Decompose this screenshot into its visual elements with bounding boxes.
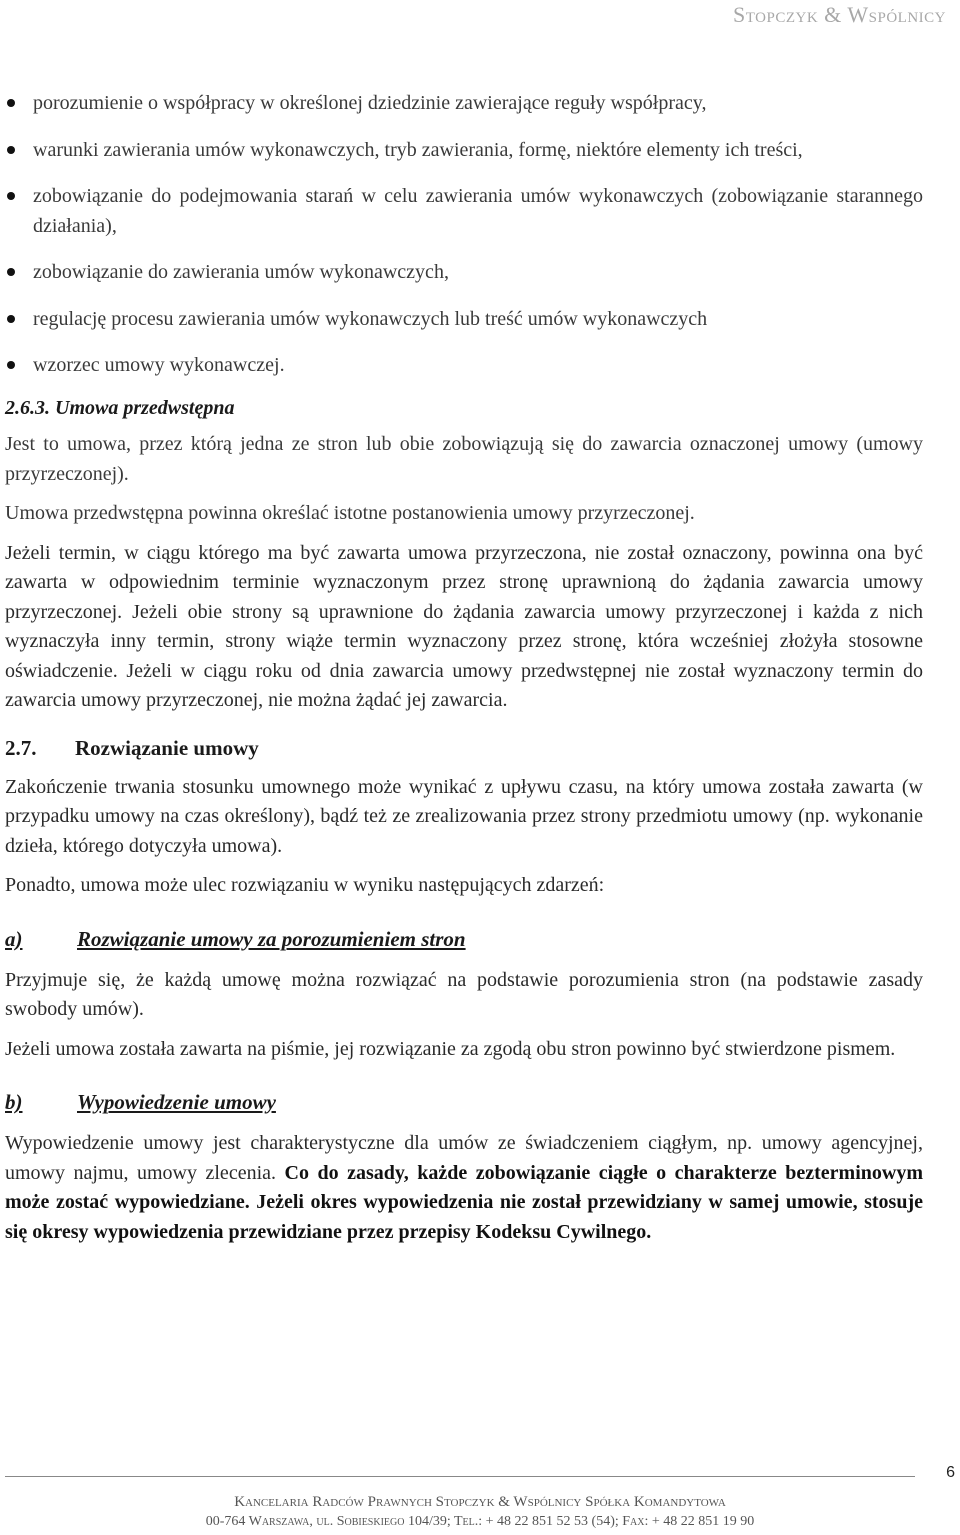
paragraph [5,1129,923,1247]
subsection-heading-b [5,1090,923,1115]
footer-divider [5,1476,915,1477]
section-number: 2.6.3. [5,397,50,419]
paragraph: Zakończenie trwania stosunku umownego może wynikać z upływu czasu, na który umowa została zawarta (w przypadku umowy na czas określony), bądź też ze zrealizowania przez strony przedmiotu umowy (np. wykonanie dzieła, którego dotyczyła umowa). [5,775,923,857]
list-item: regulację procesu zawierania umów wykonawczych lub treść umów wykonawczych [5,304,923,334]
subsection-letter: b) [5,1090,23,1114]
paragraph: Przyjmuje się, że każdą umowę można rozwiązać na podstawie porozumienia stron (na podstawie zasady swobody umów). [5,968,923,1020]
list-item: wzorzec umowy wykonawczej. [5,350,923,380]
subsection-heading-a [5,927,923,952]
list-item: warunki zawierania umów wykonawczych, tryb zawierania, formę, niektóre elementy ich treści, [5,135,923,165]
bullet-list [5,88,923,380]
section-heading-2-6-3 [5,397,923,420]
list-item: zobowiązanie do zawierania umów wykonawczych, [5,257,923,287]
page-number: 6 [946,1464,955,1481]
paragraph: Jeżeli termin, w ciągu którego ma być zawarta umowa przyrzeczona, nie został oznaczony, powinna ona być zawarta w odpowiednim terminie wyznaczonym przez stronę uprawnioną do żądania zawarcia umowy przyrzeczonej. Jeżeli obie strony są uprawnione do żądania zawarcia umowy przyrzeczonej i każda z nich wyznaczyła inny termin, strony wiąże termin wyznaczony przez stronę, która wcześniej złożyła stosowne oświadczenie. Jeżeli w ciągu roku od dnia zawarcia umowy przedwstępnej nie został wyznaczony termin do zawarcia umowy przyrzeczonej, nie można żądać jej zawarcia. [5,541,923,711]
section-title: Rozwiązanie umowy [75,735,259,760]
list-item: zobowiązanie do podejmowania starań w celu zawierania umów wykonawczych (zobowiązanie starannego działania), [5,181,923,241]
section-heading-2-7 [5,736,923,761]
section-number: 2.7. [5,735,37,760]
paragraph-bold-text: Co do zasady, każde zobowiązanie ciągłe o charakterze bezterminowym może zostać wypowiedziane. Jeżeli okres wypowiedzenia nie został przewidziany w samej umowie, stosuje się okresy wypowiedzenia przewidziane przez przepisy Kodeksu Cywilnego. [5,1161,923,1243]
subsection-title: Rozwiązanie umowy za porozumieniem stron [77,926,466,951]
subsection-letter: a) [5,926,23,951]
paragraph: Jeżeli umowa została zawarta na piśmie, jej rozwiązanie za zgodą obu stron powinno być stwierdzone pismem. [5,1037,896,1060]
paragraph: Umowa przedwstępna powinna określać istotne postanowienia umowy przyrzeczonej. [5,502,695,524]
paragraph-normal-text: Wypowiedzenie umowy jest charakterystyczne dla umów ze świadczeniem ciągłym, np. umowy agencyjnej, umowy najmu, umowy zlecenia. [5,1132,923,1184]
section-title: Umowa przedwstępna [55,397,235,419]
footer-address: 00-764 Warszawa, ul. Sobieskiego 104/39; Tel.: + 48 22 851 52 53 (54); Fax: + 48 22 851 19 90 [205,1514,755,1529]
list-item: porozumienie o współpracy w określonej dziedzinie zawierające reguły współpracy, [5,88,923,118]
page-header-firm-name: Stopczyk & Wspólnicy [733,2,946,27]
footer-firm-name: Kancelaria Radców Prawnych Stopczyk & Wspólnicy Spółka Komandytowa [234,1494,726,1510]
document-body [5,88,923,1257]
subsection-title: Wypowiedzenie umowy [77,1090,276,1114]
paragraph: Jest to umowa, przez którą jedna ze stron lub obie zobowiązują się do zawarcia oznaczonej umowy (umowy przyrzeczonej). [5,433,923,485]
paragraph: Ponadto, umowa może ulec rozwiązaniu w wyniku następujących zdarzeń: [5,874,605,896]
